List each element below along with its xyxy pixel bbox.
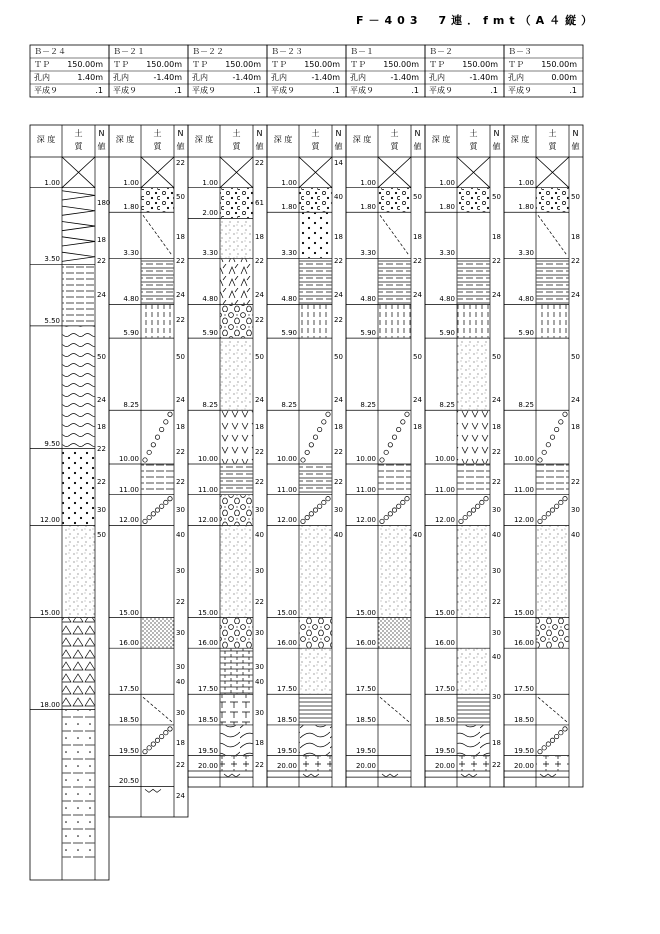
depth-label: 2.00 [202,209,218,218]
depth-label: 17.50 [513,685,534,694]
n-value: 22 [492,760,501,769]
tp-label: ＴＰ [271,60,287,69]
n-value: 40 [255,677,264,686]
n-value: 22 [571,478,580,487]
n-value: 40 [176,677,185,686]
tp-value: 150.00m [462,60,498,69]
n-value: 24 [413,291,422,300]
depth-label: 16.00 [118,639,139,648]
depth-label: 10.00 [513,455,534,463]
depth-label: 5.90 [360,329,376,338]
n-column-label: 値 [571,142,580,151]
n-value: 22 [255,598,264,607]
depth-label: 12.00 [513,516,534,525]
n-column-label: N [335,129,342,138]
hole-value: -1.40m [153,73,182,82]
depth-label: 12.00 [197,516,218,525]
depth-label: 5.90 [518,329,534,338]
n-column-label: N [256,129,263,138]
depth-label: 4.80 [518,295,534,304]
hole-label: 孔内 [508,73,524,82]
n-value: 30 [176,506,185,515]
soil-column-label: 質 [232,142,241,151]
borehole-name: Ｂ－３ [508,47,532,56]
page-title: F－403 7連．fmt（A４縦） [356,14,598,27]
n-value: 30 [97,506,106,515]
depth-label: 16.00 [197,639,218,648]
depth-label: 18.50 [434,715,455,724]
n-value: 50 [176,192,185,201]
depth-label: 11.00 [197,485,218,494]
date-suffix: .1 [490,86,498,95]
borehole-name: Ｂ－２１ [113,47,145,56]
soil-column-label: 土 [153,129,162,138]
soil-column-label: 質 [469,142,478,151]
n-value: 22 [176,598,185,607]
soil-column-label: 土 [390,129,399,138]
n-value: 24 [334,395,343,404]
n-value: 18 [492,232,501,241]
depth-label: 11.00 [513,485,534,494]
n-value: 30 [492,693,501,702]
depth-label: 4.80 [439,295,455,304]
depth-label: 8.25 [439,401,455,410]
depth-column-label: 深 度 [36,135,56,144]
n-value: 40 [334,192,343,201]
depth-label: 12.00 [355,516,376,525]
depth-label: 4.80 [281,295,297,304]
depth-label: 18.50 [276,715,297,724]
n-value: 40 [255,530,264,539]
tp-value: 150.00m [146,60,182,69]
hole-value: -1.40m [232,73,261,82]
hole-value: -1.40m [311,73,340,82]
n-value: 22 [176,257,185,266]
n-value: 24 [571,291,580,300]
depth-label: 8.25 [202,401,218,410]
n-value: 30 [176,567,185,576]
depth-label: 3.30 [123,249,139,258]
depth-label: 17.50 [276,685,297,694]
n-column-label: N [572,129,579,138]
borehole-name: Ｂ－２ [429,47,453,56]
depth-label: 16.00 [513,639,534,648]
tp-label: ＴＰ [508,60,524,69]
n-value: 40 [492,653,501,662]
n-value: 22 [571,257,580,266]
n-value: 18 [334,423,343,432]
tp-label: ＴＰ [192,60,208,69]
n-value: 24 [176,395,185,404]
depth-label: 8.25 [123,401,139,410]
n-value: 22 [255,478,264,487]
date-label: 平成９ [508,86,532,95]
n-value: 50 [176,352,185,361]
n-value: 22 [334,315,343,324]
n-value: 30 [255,628,264,637]
n-value: 24 [176,291,185,300]
date-label: 平成９ [34,86,58,95]
depth-label: 15.00 [434,608,455,617]
n-value: 18 [255,739,264,748]
depth-label: 15.00 [276,608,297,617]
n-value: 30 [255,708,264,717]
date-label: 平成９ [429,86,453,95]
tp-value: 150.00m [383,60,419,69]
n-value: 24 [97,395,106,404]
depth-label: 1.00 [439,178,455,187]
n-value: 50 [97,352,106,361]
date-suffix: .1 [95,86,103,95]
n-value: 22 [255,760,264,769]
borehole-name: Ｂ－２４ [34,47,66,56]
depth-label: 17.50 [118,685,139,694]
depth-label: 10.00 [355,455,376,463]
depth-label: 18.50 [118,715,139,724]
borehole-column [346,125,425,787]
date-suffix: .1 [332,86,340,95]
soil-column-label: 質 [548,142,557,151]
soil-column-label: 質 [311,142,320,151]
depth-label: 19.50 [355,746,376,755]
depth-label: 17.50 [197,685,218,694]
n-value: 24 [255,395,264,404]
n-value: 50 [492,192,501,201]
n-value: 30 [334,506,343,515]
date-label: 平成９ [113,86,137,95]
soil-column-label: 土 [311,129,320,138]
depth-label: 5.90 [439,329,455,338]
depth-label: 5.90 [281,329,297,338]
n-value: 24 [255,291,264,300]
depth-label: 12.00 [434,516,455,525]
n-value: 14 [334,159,343,168]
depth-label: 5.90 [202,329,218,338]
n-value: 22 [176,760,185,769]
n-value: 30 [255,662,264,671]
n-value: 180 [97,199,111,208]
depth-label: 20.50 [118,777,139,786]
date-suffix: .1 [253,86,261,95]
n-value: 24 [571,395,580,404]
n-value: 22 [492,447,501,456]
n-value: 22 [492,598,501,607]
n-value: 40 [492,530,501,539]
n-value: 22 [97,257,106,266]
depth-label: 17.50 [434,685,455,694]
n-value: 24 [334,291,343,300]
depth-label: 20.00 [513,762,534,770]
n-value: 50 [492,352,501,361]
depth-label: 19.50 [513,746,534,755]
n-value: 50 [255,352,264,361]
n-value: 18 [176,232,185,241]
depth-label: 19.50 [434,746,455,755]
n-value: 18 [97,423,106,432]
n-value: 50 [413,192,422,201]
depth-column-label: 深 度 [352,135,372,144]
n-value: 50 [571,352,580,361]
depth-label: 12.00 [276,516,297,525]
n-value: 50 [97,530,106,539]
depth-label: 4.80 [123,295,139,304]
n-value: 22 [334,447,343,456]
n-value: 18 [571,423,580,432]
n-value: 24 [176,791,185,800]
depth-label: 15.00 [513,608,534,617]
date-suffix: .1 [174,86,182,95]
n-column-label: 値 [413,142,422,151]
n-value: 30 [492,567,501,576]
depth-label: 18.50 [513,715,534,724]
depth-label: 19.50 [276,746,297,755]
depth-label: 10.00 [434,455,455,463]
n-value: 30 [492,628,501,637]
depth-label: 16.00 [276,639,297,648]
depth-label: 1.00 [518,178,534,187]
tp-label: ＴＰ [113,60,129,69]
depth-label: 1.80 [360,203,376,212]
depth-label: 16.00 [355,639,376,648]
n-column-label: 値 [97,142,106,151]
depth-label: 5.90 [123,329,139,338]
n-value: 18 [492,423,501,432]
n-value: 50 [413,352,422,361]
n-value: 40 [176,530,185,539]
soil-column-label: 土 [469,129,478,138]
depth-label: 3.30 [518,249,534,258]
n-value: 22 [97,478,106,487]
n-value: 22 [255,159,264,168]
n-value: 24 [413,395,422,404]
n-value: 22 [334,478,343,487]
hole-value: 1.40m [77,73,103,82]
borehole-name: Ｂ－２３ [271,47,303,56]
depth-label: 12.00 [118,516,139,525]
depth-label: 8.25 [281,401,297,410]
depth-label: 8.25 [360,401,376,410]
depth-label: 11.00 [434,485,455,494]
n-value: 50 [334,352,343,361]
n-value: 50 [571,192,580,201]
depth-label: 9.50 [44,439,60,448]
borehole-column [504,125,583,787]
depth-label: 10.00 [276,455,297,463]
n-value: 18 [176,739,185,748]
depth-label: 3.30 [360,249,376,258]
n-value: 30 [176,628,185,637]
soil-column-label: 土 [232,129,241,138]
n-value: 24 [492,291,501,300]
n-value: 30 [571,506,580,515]
soil-column-label: 土 [548,129,557,138]
depth-label: 12.00 [39,516,60,525]
n-column-label: 値 [255,142,264,151]
depth-label: 11.00 [276,485,297,494]
n-value: 24 [492,395,501,404]
n-value: 61 [255,199,264,208]
soil-column-label: 土 [74,129,83,138]
depth-label: 19.50 [197,746,218,755]
depth-label: 1.00 [44,178,60,187]
n-value: 22 [255,315,264,324]
n-value: 40 [334,530,343,539]
tp-label: ＴＰ [350,60,366,69]
date-suffix: .1 [569,86,577,95]
borehole-name: Ｂ－２２ [192,47,224,56]
depth-label: 1.80 [281,203,297,212]
n-value: 40 [413,530,422,539]
depth-label: 1.00 [202,178,218,187]
tp-label: ＴＰ [429,60,445,69]
n-value: 18 [334,232,343,241]
hole-label: 孔内 [34,73,50,82]
hole-value: -1.40m [390,73,419,82]
depth-column-label: 深 度 [115,135,135,144]
n-value: 40 [571,530,580,539]
depth-label: 15.00 [39,608,60,617]
borehole-name: Ｂ－１ [350,47,374,56]
depth-label: 15.00 [197,608,218,617]
depth-column-label: 深 度 [194,135,214,144]
n-value: 22 [492,257,501,266]
n-column-label: N [414,129,421,138]
date-label: 平成９ [350,86,374,95]
depth-label: 4.80 [360,295,376,304]
depth-label: 20.00 [355,762,376,770]
n-value: 24 [97,291,106,300]
n-value: 18 [255,232,264,241]
depth-label: 1.00 [123,178,139,187]
n-value: 22 [176,315,185,324]
depth-column-label: 深 度 [510,135,530,144]
depth-label: 1.80 [439,203,455,212]
hole-label: 孔内 [429,73,445,82]
n-value: 22 [413,257,422,266]
n-value: 30 [492,506,501,515]
depth-column-label: 深 度 [273,135,293,144]
tp-value: 150.00m [304,60,340,69]
soil-column-label: 質 [390,142,399,151]
n-value: 18 [492,739,501,748]
depth-label: 8.25 [518,401,534,410]
n-column-label: N [98,129,105,138]
depth-label: 3.30 [439,249,455,258]
depth-label: 16.00 [434,639,455,648]
n-column-label: N [493,129,500,138]
n-value: 30 [176,708,185,717]
hole-label: 孔内 [350,73,366,82]
n-value: 18 [255,423,264,432]
n-value: 30 [176,662,185,671]
n-column-label: 値 [492,142,501,151]
n-column-label: N [177,129,184,138]
depth-label: 3.30 [202,249,218,258]
n-value: 18 [413,423,422,432]
depth-label: 18.50 [355,715,376,724]
depth-label: 18.00 [39,700,60,709]
n-value: 22 [255,257,264,266]
n-value: 18 [176,423,185,432]
depth-label: 10.00 [118,455,139,463]
n-value: 18 [413,232,422,241]
hole-value: 0.00m [551,73,577,82]
depth-label: 19.50 [118,746,139,755]
depth-label: 3.30 [281,249,297,258]
n-column-label: 値 [334,142,343,151]
depth-label: 15.00 [118,608,139,617]
hole-value: -1.40m [469,73,498,82]
n-value: 22 [97,444,106,453]
hole-label: 孔内 [113,73,129,82]
depth-label: 17.50 [355,685,376,694]
n-value: 22 [176,478,185,487]
hole-label: 孔内 [271,73,287,82]
depth-label: 3.50 [44,255,60,264]
depth-label: 20.00 [434,762,455,770]
date-label: 平成９ [192,86,216,95]
soil-column-label: 質 [74,142,83,151]
depth-label: 20.00 [197,762,218,770]
depth-label: 11.00 [355,485,376,494]
depth-label: 15.00 [355,608,376,617]
depth-label: 1.00 [281,178,297,187]
depth-label: 11.00 [118,485,139,494]
depth-label: 5.50 [44,316,60,325]
n-value: 22 [176,159,185,168]
n-column-label: 値 [176,142,185,151]
hole-label: 孔内 [192,73,208,82]
tp-label: ＴＰ [34,60,50,69]
n-value: 18 [571,232,580,241]
depth-column-label: 深 度 [431,135,451,144]
depth-label: 18.50 [197,715,218,724]
date-suffix: .1 [411,86,419,95]
n-value: 22 [176,447,185,456]
tp-value: 150.00m [225,60,261,69]
depth-label: 20.00 [276,762,297,770]
n-value: 22 [492,478,501,487]
n-value: 22 [255,447,264,456]
depth-label: 1.00 [360,178,376,187]
n-value: 30 [255,506,264,515]
tp-value: 150.00m [67,60,103,69]
n-value: 22 [334,257,343,266]
depth-label: 1.80 [518,203,534,212]
date-label: 平成９ [271,86,295,95]
tp-value: 150.00m [541,60,577,69]
depth-label: 1.80 [123,203,139,212]
n-value: 30 [255,567,264,576]
depth-label: 10.00 [197,455,218,463]
soil-column-label: 質 [153,142,162,151]
depth-label: 4.80 [202,295,218,304]
n-value: 18 [97,235,106,244]
